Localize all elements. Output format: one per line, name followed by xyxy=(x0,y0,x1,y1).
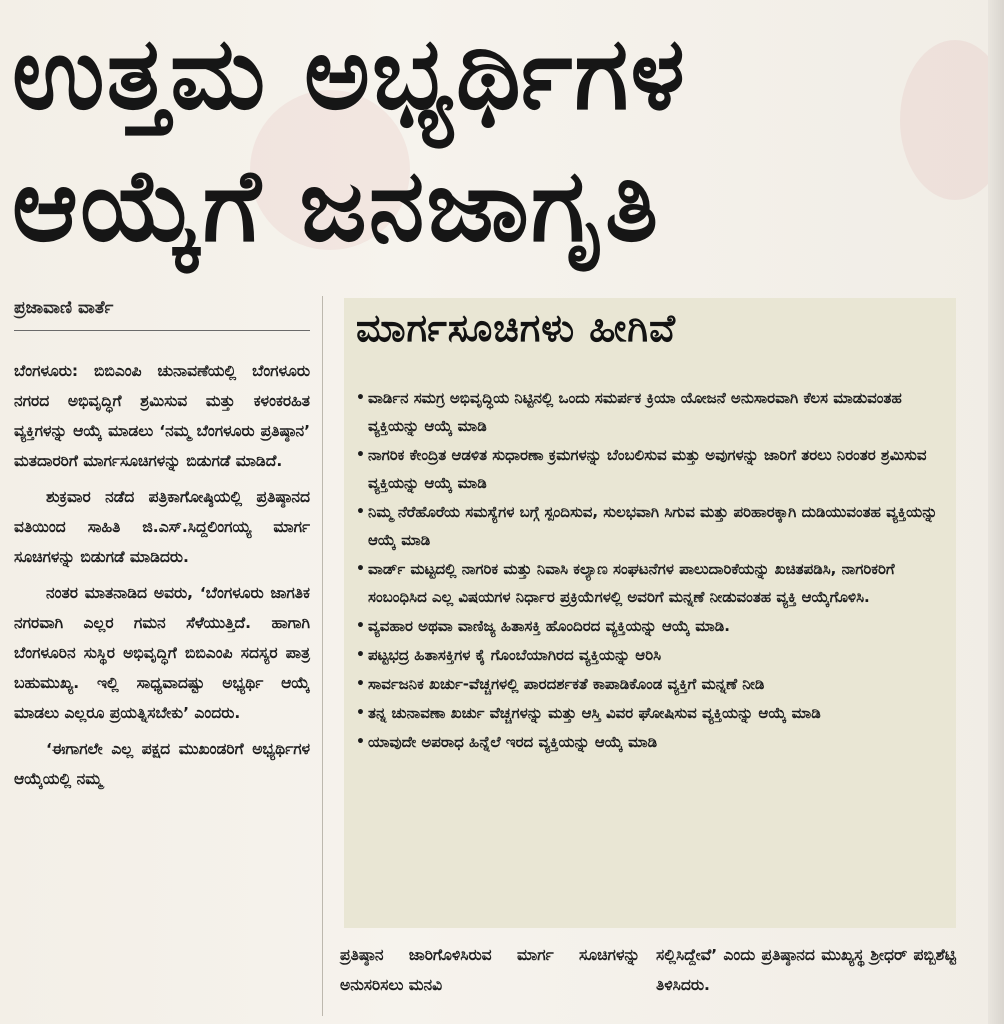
headline-line-1: ಉತ್ತಮ ಅಭ್ಯರ್ಥಿಗಳ xyxy=(12,15,687,132)
guideline-text: ನಿಮ್ಮ ನೆರೆಹೊರೆಯ ಸಮಸ್ಯೆಗಳ ಬಗ್ಗೆ ಸ್ಪಂದಿಸುವ, ಸುಲಭವಾಗಿ ಸಿಗುವ ಮತ್ತು ಪರಿಹಾರಕ್ಕಾಗಿ ದುಡಿಯುವಂತಹ ವ್ಯಕ್ತಿಯನ್ನು ಆಯ್ಕೆ ಮಾಡಿ xyxy=(368,503,938,549)
column-divider xyxy=(322,296,323,1016)
article-continuation-middle: ಪ್ರತಿಷ್ಠಾನ ಜಾರಿಗೊಳಿಸಿರುವ ಮಾರ್ಗ ಸೂಚಿಗಳನ್ನು ಅನುಸರಿಸಲು ಮನವಿ xyxy=(340,946,640,994)
guideline-text: ಯಾವುದೇ ಅಪರಾಧ ಹಿನ್ನೆಲೆ ಇರದ ವ್ಯಕ್ತಿಯನ್ನು ಆಯ್ಕೆ ಮಾಡಿ xyxy=(368,733,658,751)
guideline-text: ವ್ಯವಹಾರ ಅಥವಾ ವಾಣಿಜ್ಯ ಹಿತಾಸಕ್ತಿ ಹೊಂದಿರದ ವ್ಯಕ್ತಿಯನ್ನು ಆಯ್ಕೆ ಮಾಡಿ. xyxy=(368,617,730,635)
bullet-icon: • xyxy=(356,705,365,721)
guideline-item xyxy=(356,641,946,669)
guideline-item xyxy=(356,728,946,756)
guideline-item xyxy=(356,670,946,698)
bullet-icon: • xyxy=(356,504,365,520)
article-left-column xyxy=(14,356,310,800)
headline-line-2: ಆಯ್ಕೆಗೆ ಜನಜಾಗೃತಿ xyxy=(12,147,661,264)
bullet-icon: • xyxy=(356,390,365,406)
article-paragraph: ನಂತರ ಮಾತನಾಡಿದ ಅವರು, ‘ಬೆಂಗಳೂರು ಜಾಗತಿಕ ನಗರವಾಗಿ ಎಲ್ಲರ ಗಮನ ಸೆಳೆಯುತ್ತಿದೆ. ಹಾಗಾಗಿ ಬೆಂಗಳೂರಿನ ಸುಸ್ಥಿರ ಅಭಿವೃದ್ಧಿಗೆ ಬಿಬಿಎಂಪಿ ಸದಸ್ಯರ ಪಾತ್ರ ಬಹುಮುಖ್ಯ. ಇಲ್ಲಿ ಸಾಧ್ಯವಾದಷ್ಟು ಅಭ್ಯರ್ಥಿ ಆಯ್ಕೆ ಮಾಡಲು ಎಲ್ಲರೂ ಪ್ರಯತ್ನಿಸಬೇಕು’ ಎಂದರು. xyxy=(14,584,310,722)
article-paragraph: ಶುಕ್ರವಾರ ನಡೆದ ಪತ್ರಿಕಾಗೋಷ್ಠಿಯಲ್ಲಿ ಪ್ರತಿಷ್ಠಾನದ ವತಿಯಿಂದ ಸಾಹಿತಿ ಜಿ.ಎಸ್.ಸಿದ್ದಲಿಂಗಯ್ಯ ಮಾರ್ಗ ಸೂಚಿಗಳನ್ನು ಬಿಡುಗಡೆ ಮಾಡಿದರು. xyxy=(14,488,310,566)
guideline-text: ಸಾರ್ವಜನಿಕ ಖರ್ಚು-ವೆಚ್ಚಗಳಲ್ಲಿ ಪಾರದರ್ಶಕತೆ ಕಾಪಾಡಿಕೊಂಡ ವ್ಯಕ್ತಿಗೆ ಮನ್ನಣೆ ನೀಡಿ xyxy=(368,675,765,693)
bullet-icon: • xyxy=(356,676,365,692)
guideline-text: ನಾಗರಿಕ ಕೇಂದ್ರಿತ ಆಡಳಿತ ಸುಧಾರಣಾ ಕ್ರಮಗಳನ್ನು ಬೆಂಬಲಿಸುವ ಮತ್ತು ಅವುಗಳನ್ನು ಜಾರಿಗೆ ತರಲು ನಿರಂತರ ಶ್ರಮಿಸುವ ವ್ಯಕ್ತಿಯನ್ನು ಆಯ್ಕೆ ಮಾಡಿ xyxy=(368,446,927,492)
bullet-icon: • xyxy=(356,447,365,463)
guideline-text: ವಾರ್ಡಿನ ಸಮಗ್ರ ಅಭಿವೃದ್ಧಿಯ ನಿಟ್ಟಿನಲ್ಲಿ ಒಂದು ಸಮರ್ಪಕ ಕ್ರಿಯಾ ಯೋಜನೆ ಅನುಸಾರವಾಗಿ ಕೆಲಸ ಮಾಡುವಂತಹ ವ್ಯಕ್ತಿಯನ್ನು ಆಯ್ಕೆ ಮಾಡಿ xyxy=(368,389,902,435)
scan-edge xyxy=(988,0,1004,1024)
bullet-icon: • xyxy=(356,618,365,634)
article-continuation-right: ಸಲ್ಲಿಸಿದ್ದೇವೆ’ ಎಂದು ಪ್ರತಿಷ್ಠಾನದ ಮುಖ್ಯಸ್ಥ ಶ್ರೀಧರ್ ಪಬ್ಬಿಶೆಟ್ಟಿ ತಿಳಿಸಿದರು. xyxy=(656,946,956,994)
guideline-item xyxy=(356,441,946,497)
guidelines-list xyxy=(356,384,946,757)
guideline-item xyxy=(356,498,946,554)
guideline-item xyxy=(356,555,946,611)
guidelines-title: ಮಾರ್ಗಸೂಚಿಗಳು ಹೀಗಿವೆ xyxy=(356,306,677,350)
byline: ಪ್ರಜಾವಾಣಿ ವಾರ್ತೆ xyxy=(14,298,310,331)
headline xyxy=(12,8,972,272)
guideline-item xyxy=(356,699,946,727)
guideline-item xyxy=(356,384,946,440)
bullet-icon: • xyxy=(356,561,365,577)
guideline-item xyxy=(356,612,946,640)
article-paragraph: ‘ಈಗಾಗಲೇ ಎಲ್ಲ ಪಕ್ಷದ ಮುಖಂಡರಿಗೆ ಅಭ್ಯರ್ಥಿಗಳ ಆಯ್ಕೆಯಲ್ಲಿ ನಮ್ಮ xyxy=(14,740,310,788)
article-paragraph: ಬೆಂಗಳೂರು: ಬಿಬಿಎಂಪಿ ಚುನಾವಣೆಯಲ್ಲಿ ಬೆಂಗಳೂರು ನಗರದ ಅಭಿವೃದ್ಧಿಗೆ ಶ್ರಮಿಸುವ ಮತ್ತು ಕಳಂಕರಹಿತ ವ್ಯಕ್ತಿಗಳನ್ನು ಆಯ್ಕೆ ಮಾಡಲು ‘ನಮ್ಮ ಬೆಂಗಳೂರು ಪ್ರತಿಷ್ಠಾನ’ ಮತದಾರರಿಗೆ ಮಾರ್ಗಸೂಚಿಗಳನ್ನು ಬಿಡುಗಡೆ ಮಾಡಿದೆ. xyxy=(14,362,310,470)
guideline-text: ತನ್ನ ಚುನಾವಣಾ ಖರ್ಚು ವೆಚ್ಚಗಳನ್ನು ಮತ್ತು ಆಸ್ತಿ ವಿವರ ಘೋಷಿಸುವ ವ್ಯಕ್ತಿಯನ್ನು ಆಯ್ಕೆ ಮಾಡಿ xyxy=(368,704,821,722)
guideline-text: ವಾರ್ಡ್ ಮಟ್ಟದಲ್ಲಿ ನಾಗರಿಕ ಮತ್ತು ನಿವಾಸಿ ಕಲ್ಯಾಣ ಸಂಘಟನೆಗಳ ಪಾಲುದಾರಿಕೆಯನ್ನು ಖಚಿತಪಡಿಸಿ, ನಾಗರಿಕರಿಗೆ ಸಂಬಂಧಿಸಿದ ಎಲ್ಲ ವಿಷಯಗಳ ನಿರ್ಧಾರ ಪ್ರಕ್ರಿಯೆಗಳಲ್ಲಿ ಅವರಿಗೆ ಮನ್ನಣೆ ನೀಡುವಂತಹ ವ್ಯಕ್ತಿ ಆಯ್ಕೆಗೊಳಿಸಿ. xyxy=(368,560,895,606)
bullet-icon: • xyxy=(356,734,365,750)
guideline-text: ಪಟ್ಟಭದ್ರ ಹಿತಾಸಕ್ತಿಗಳ ಕೈ ಗೊಂಬೆಯಾಗಿರದ ವ್ಯಕ್ತಿಯನ್ನು ಆರಿಸಿ xyxy=(368,646,662,664)
bullet-icon: • xyxy=(356,647,365,663)
